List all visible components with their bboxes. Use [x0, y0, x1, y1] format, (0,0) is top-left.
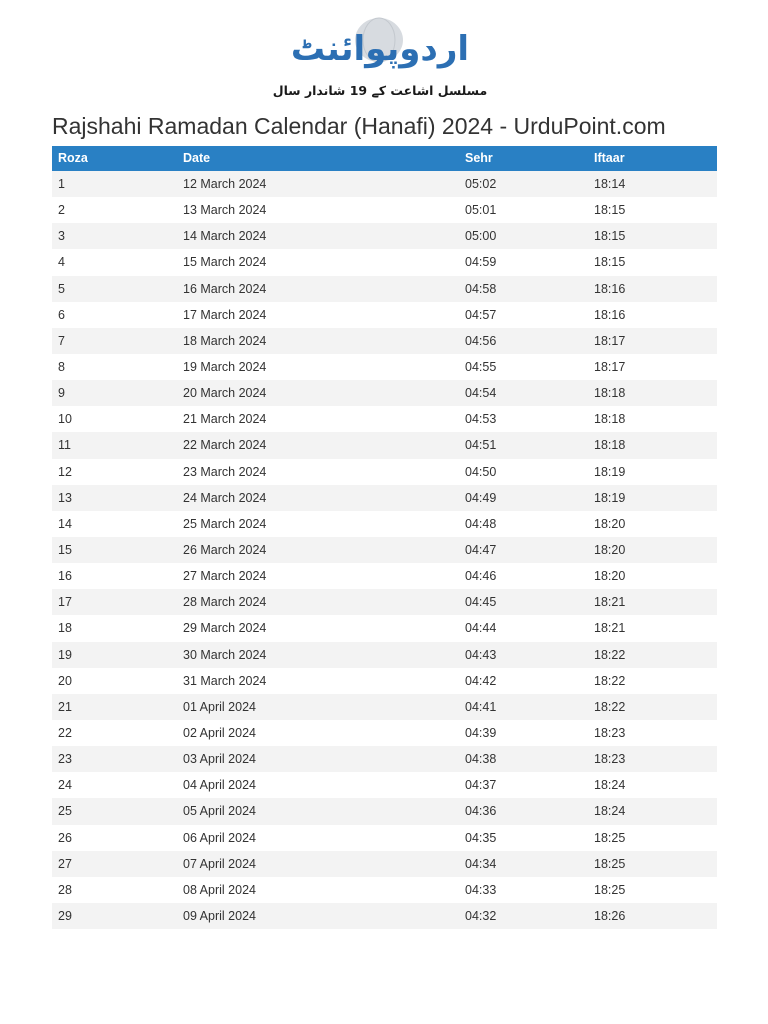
table-row	[52, 537, 717, 563]
table-row	[52, 642, 717, 668]
column-header-iftaar: Iftaar	[594, 151, 625, 165]
table-row	[52, 354, 717, 380]
date-cell: 31 March 2024	[183, 673, 267, 688]
iftaar-cell: 18:21	[594, 621, 626, 636]
sehr-cell: 04:32	[465, 909, 497, 923]
table-row	[52, 825, 717, 851]
roza-cell: 19	[58, 647, 72, 662]
roza-cell: 20	[58, 673, 72, 688]
table-row	[52, 615, 717, 641]
iftaar-cell: 18:25	[594, 882, 626, 897]
roza-cell: 2	[58, 203, 65, 218]
sehr-cell: 04:54	[465, 386, 497, 401]
iftaar-cell: 18:22	[594, 699, 626, 714]
iftaar-cell: 18:18	[594, 438, 626, 453]
table-body	[52, 171, 717, 929]
roza-cell: 21	[58, 699, 72, 714]
date-cell: 12 March 2024	[183, 177, 267, 192]
date-cell: 14 March 2024	[183, 229, 267, 244]
roza-cell: 16	[58, 569, 72, 584]
sehr-cell: 04:58	[465, 281, 497, 296]
iftaar-cell: 18:19	[594, 464, 626, 479]
iftaar-cell: 18:23	[594, 726, 626, 741]
logo-wordmark: اردوپوائنٹ	[290, 29, 470, 69]
iftaar-cell: 18:24	[594, 778, 626, 793]
iftaar-cell: 18:16	[594, 281, 626, 296]
roza-cell: 5	[58, 281, 65, 296]
roza-cell: 27	[58, 856, 72, 871]
table-row	[52, 746, 717, 772]
date-cell: 25 March 2024	[183, 516, 267, 531]
table-row	[52, 903, 717, 929]
date-cell: 20 March 2024	[183, 386, 267, 401]
roza-cell: 3	[58, 229, 65, 244]
iftaar-cell: 18:15	[594, 203, 626, 218]
roza-cell: 7	[58, 333, 65, 348]
roza-cell: 24	[58, 778, 72, 793]
table-row	[52, 563, 717, 589]
roza-cell: 28	[58, 882, 72, 897]
iftaar-cell: 18:16	[594, 307, 626, 322]
logo-tagline: مسلسل اشاعت کے 19 شاندار سال	[272, 83, 488, 98]
table-row	[52, 171, 717, 197]
iftaar-cell: 18:17	[594, 333, 626, 348]
sehr-cell: 05:01	[465, 203, 497, 218]
iftaar-cell: 18:20	[594, 516, 626, 531]
sehr-cell: 05:00	[465, 229, 497, 244]
iftaar-cell: 18:20	[594, 569, 626, 584]
table-row	[52, 668, 717, 694]
sehr-cell: 04:36	[465, 804, 497, 819]
iftaar-cell: 18:21	[594, 595, 626, 610]
sehr-cell: 04:51	[465, 438, 497, 453]
sehr-cell: 04:55	[465, 360, 497, 375]
table-row	[52, 249, 717, 275]
roza-cell: 29	[58, 909, 72, 923]
iftaar-cell: 18:19	[594, 490, 626, 505]
roza-cell: 26	[58, 830, 72, 845]
sehr-cell: 05:02	[465, 177, 497, 192]
roza-cell: 25	[58, 804, 72, 819]
page-title: Rajshahi Ramadan Calendar (Hanafi) 2024 - UrduPoint.com	[52, 113, 666, 139]
date-cell: 09 April 2024	[183, 909, 256, 923]
iftaar-cell: 18:15	[594, 229, 626, 244]
roza-cell: 12	[58, 464, 72, 479]
date-cell: 01 April 2024	[183, 699, 256, 714]
date-cell: 08 April 2024	[183, 882, 256, 897]
table-row	[52, 197, 717, 223]
date-cell: 24 March 2024	[183, 490, 267, 505]
date-cell: 04 April 2024	[183, 778, 256, 793]
sehr-cell: 04:41	[465, 699, 497, 714]
roza-cell: 22	[58, 726, 72, 741]
date-cell: 30 March 2024	[183, 647, 267, 662]
table-row	[52, 877, 717, 903]
table-row	[52, 223, 717, 249]
date-cell: 17 March 2024	[183, 307, 267, 322]
table-row	[52, 328, 717, 354]
urdupoint-logo[interactable]	[272, 10, 488, 100]
iftaar-cell: 18:23	[594, 752, 626, 767]
roza-cell: 11	[58, 438, 71, 453]
table-row	[52, 406, 717, 432]
iftaar-cell: 18:18	[594, 412, 626, 427]
table-row	[52, 485, 717, 511]
date-cell: 23 March 2024	[183, 464, 267, 479]
date-cell: 05 April 2024	[183, 804, 256, 819]
date-cell: 16 March 2024	[183, 281, 267, 296]
iftaar-cell: 18:22	[594, 673, 626, 688]
date-cell: 02 April 2024	[183, 726, 256, 741]
table-row	[52, 302, 717, 328]
table-row	[52, 851, 717, 877]
roza-cell: 9	[58, 386, 65, 401]
date-cell: 03 April 2024	[183, 752, 256, 767]
table-header-row	[52, 146, 717, 171]
date-cell: 15 March 2024	[183, 255, 267, 270]
roza-cell: 23	[58, 752, 72, 767]
roza-cell: 10	[58, 412, 72, 427]
date-cell: 29 March 2024	[183, 621, 267, 636]
table-row	[52, 276, 717, 302]
sehr-cell: 04:48	[465, 516, 497, 531]
date-cell: 06 April 2024	[183, 830, 256, 845]
roza-cell: 1	[58, 177, 65, 192]
roza-cell: 18	[58, 621, 72, 636]
table-row	[52, 694, 717, 720]
date-cell: 28 March 2024	[183, 595, 267, 610]
iftaar-cell: 18:14	[594, 177, 626, 192]
table-row	[52, 432, 717, 458]
date-cell: 18 March 2024	[183, 333, 267, 348]
iftaar-cell: 18:22	[594, 647, 626, 662]
sehr-cell: 04:43	[465, 647, 497, 662]
sehr-cell: 04:33	[465, 882, 497, 897]
sehr-cell: 04:42	[465, 673, 497, 688]
date-cell: 22 March 2024	[183, 438, 267, 453]
roza-cell: 4	[58, 255, 65, 270]
iftaar-cell: 18:25	[594, 856, 626, 871]
roza-cell: 17	[58, 595, 72, 610]
sehr-cell: 04:46	[465, 569, 497, 584]
iftaar-cell: 18:18	[594, 386, 626, 401]
sehr-cell: 04:39	[465, 726, 497, 741]
sehr-cell: 04:35	[465, 830, 497, 845]
table-row	[52, 720, 717, 746]
sehr-cell: 04:34	[465, 856, 497, 871]
table-row	[52, 772, 717, 798]
sehr-cell: 04:57	[465, 307, 497, 322]
date-cell: 19 March 2024	[183, 360, 267, 375]
column-header-date: Date	[183, 151, 211, 165]
sehr-cell: 04:47	[465, 543, 497, 558]
iftaar-cell: 18:25	[594, 830, 626, 845]
sehr-cell: 04:49	[465, 490, 497, 505]
iftaar-cell: 18:20	[594, 543, 626, 558]
roza-cell: 15	[58, 543, 72, 558]
sehr-cell: 04:50	[465, 464, 497, 479]
date-cell: 13 March 2024	[183, 203, 267, 218]
roza-cell: 6	[58, 307, 65, 322]
date-cell: 07 April 2024	[183, 856, 256, 871]
column-header-sehr: Sehr	[465, 151, 493, 165]
sehr-cell: 04:38	[465, 752, 497, 767]
date-cell: 26 March 2024	[183, 543, 267, 558]
table-row	[52, 798, 717, 824]
sehr-cell: 04:56	[465, 333, 497, 348]
roza-cell: 8	[58, 360, 65, 375]
date-cell: 21 March 2024	[183, 412, 267, 427]
sehr-cell: 04:45	[465, 595, 497, 610]
urdupoint-logo-graphic	[272, 10, 488, 100]
iftaar-cell: 18:24	[594, 804, 626, 819]
table-header	[52, 146, 717, 171]
sehr-cell: 04:59	[465, 255, 497, 270]
sehr-cell: 04:53	[465, 412, 497, 427]
iftaar-cell: 18:17	[594, 360, 626, 375]
iftaar-cell: 18:15	[594, 255, 626, 270]
table-row	[52, 589, 717, 615]
date-cell: 27 March 2024	[183, 569, 267, 584]
sehr-cell: 04:44	[465, 621, 497, 636]
table-row	[52, 511, 717, 537]
ramadan-calendar-table	[52, 146, 717, 929]
roza-cell: 13	[58, 490, 72, 505]
table-row	[52, 380, 717, 406]
iftaar-cell: 18:26	[594, 909, 626, 923]
table-row	[52, 459, 717, 485]
column-header-roza: Roza	[58, 151, 88, 165]
roza-cell: 14	[58, 516, 72, 531]
sehr-cell: 04:37	[465, 778, 497, 793]
